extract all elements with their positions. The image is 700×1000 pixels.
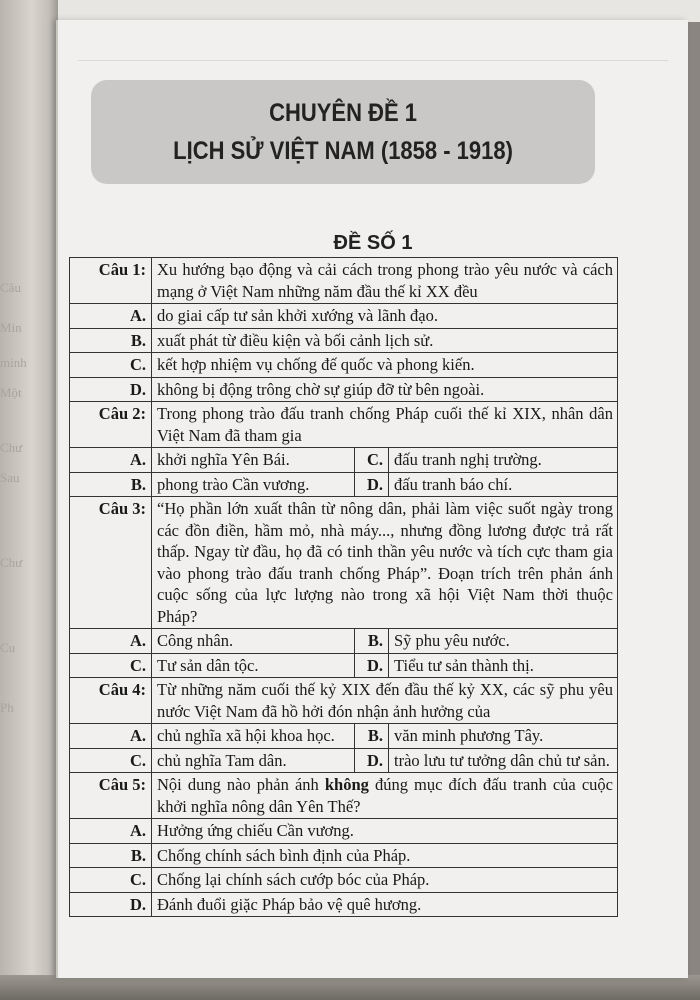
exam-title: ĐỀ SỐ 1 (333, 232, 413, 254)
option-text: Chống lại chính sách cướp bóc của Pháp. (152, 868, 618, 893)
question-row (70, 258, 618, 304)
option-key: D. (70, 377, 152, 402)
bleed-through-header (78, 42, 668, 61)
question-stem: “Họ phần lớn xuất thân từ nông dân, phải làm việc suốt ngày trong các đồn điền, hầm mỏ, nhà máy..., nhưng đồng lương được trả rất thấp. Ngay từ đầu, họ đã có tinh thần yêu nước và tích cực tham gia vào phong trào đấu tranh chống Pháp”. Đoạn trích trên phản ánh cuộc sống của lực lượng nào trong xã hội Việt Nam thời thuộc Pháp? (152, 497, 618, 629)
stem-part: đúng mục đích đấu tranh của cuộc khởi nghĩa nông dân Yên Thế? (157, 775, 613, 816)
option-key: A. (70, 304, 152, 329)
chapter-title-box (91, 80, 595, 184)
option-text: Tư sản dân tộc. (152, 653, 355, 678)
option-text: kết hợp nhiệm vụ chống đế quốc và phong kiến. (152, 353, 618, 378)
option-row (70, 304, 618, 329)
stem-part: Nội dung nào phản ánh (157, 775, 325, 794)
option-row (70, 724, 618, 749)
question-label: Câu 5: (70, 773, 152, 819)
option-key: B. (70, 328, 152, 353)
option-text: xuất phát từ điều kiện và bối cảnh lịch sử. (152, 328, 618, 353)
question-row (70, 678, 618, 724)
option-key: A. (70, 629, 152, 654)
question-row (70, 497, 618, 629)
question-label: Câu 3: (70, 497, 152, 629)
option-row (70, 843, 618, 868)
option-text: đấu tranh báo chí. (389, 472, 618, 497)
option-key: C. (70, 653, 152, 678)
option-text: Công nhân. (152, 629, 355, 654)
option-key: A. (70, 724, 152, 749)
bottom-shadow (0, 975, 700, 1000)
option-row (70, 448, 618, 473)
question-label: Câu 2: (70, 402, 152, 448)
question-label: Câu 1: (70, 258, 152, 304)
option-key: A. (70, 819, 152, 844)
option-row (70, 353, 618, 378)
option-key: B. (355, 724, 389, 749)
question-label: Câu 4: (70, 678, 152, 724)
option-row (70, 377, 618, 402)
question-row (70, 402, 618, 448)
option-row (70, 748, 618, 773)
option-text: phong trào Cần vương. (152, 472, 355, 497)
option-text: Tiểu tư sản thành thị. (389, 653, 618, 678)
option-key: B. (70, 472, 152, 497)
option-text: đấu tranh nghị trường. (389, 448, 618, 473)
option-key: C. (70, 748, 152, 773)
page-top-edge (58, 0, 700, 22)
option-key: C. (70, 868, 152, 893)
stem-emphasis: không (324, 775, 369, 794)
chapter-number: CHUYÊN ĐỀ 1 (269, 99, 417, 127)
option-row (70, 328, 618, 353)
option-text: Sỹ phu yêu nước. (389, 629, 618, 654)
option-text: trào lưu tư tưởng dân chủ tư sản. (389, 748, 618, 773)
option-row (70, 629, 618, 654)
question-row (70, 773, 618, 819)
option-key: D. (355, 653, 389, 678)
option-key: C. (355, 448, 389, 473)
option-row (70, 868, 618, 893)
option-key: D. (355, 472, 389, 497)
question-stem: Xu hướng bạo động và cải cách trong phong trào yêu nước và cách mạng ở Việt Nam những năm đầu thế kỉ XX đều (152, 258, 618, 304)
option-key: D. (355, 748, 389, 773)
option-text: không bị động trông chờ sự giúp đỡ từ bên ngoài. (152, 377, 618, 402)
option-text: khởi nghĩa Yên Bái. (152, 448, 355, 473)
option-text: chủ nghĩa xã hội khoa học. (152, 724, 355, 749)
option-text: Hưởng ứng chiếu Cần vương. (152, 819, 618, 844)
option-key: D. (70, 892, 152, 917)
option-text: chủ nghĩa Tam dân. (152, 748, 355, 773)
facing-page-edge: Câu Min minh Một Chư Sau Chư Cu Ph (0, 0, 58, 1000)
chapter-title: LỊCH SỬ VIỆT NAM (1858 - 1918) (173, 137, 513, 165)
option-row (70, 892, 618, 917)
option-text: văn minh phương Tây. (389, 724, 618, 749)
option-key: B. (355, 629, 389, 654)
option-text: do giai cấp tư sản khởi xướng và lãnh đạo. (152, 304, 618, 329)
option-key: C. (70, 353, 152, 378)
question-stem (152, 773, 618, 819)
question-stem: Trong phong trào đấu tranh chống Pháp cuối thế kỉ XIX, nhân dân Việt Nam đã tham gia (152, 402, 618, 448)
option-text: Đánh đuổi giặc Pháp bảo vệ quê hương. (152, 892, 618, 917)
question-table (69, 257, 618, 917)
question-stem: Từ những năm cuối thế kỷ XIX đến đầu thế kỷ XX, các sỹ phu yêu nước Việt Nam đã hồ hởi đón nhận ảnh hưởng của (152, 678, 618, 724)
option-text: Chống chính sách bình định của Pháp. (152, 843, 618, 868)
option-row (70, 819, 618, 844)
option-key: B. (70, 843, 152, 868)
option-row (70, 472, 618, 497)
option-key: A. (70, 448, 152, 473)
option-row (70, 653, 618, 678)
book-page (56, 20, 688, 978)
